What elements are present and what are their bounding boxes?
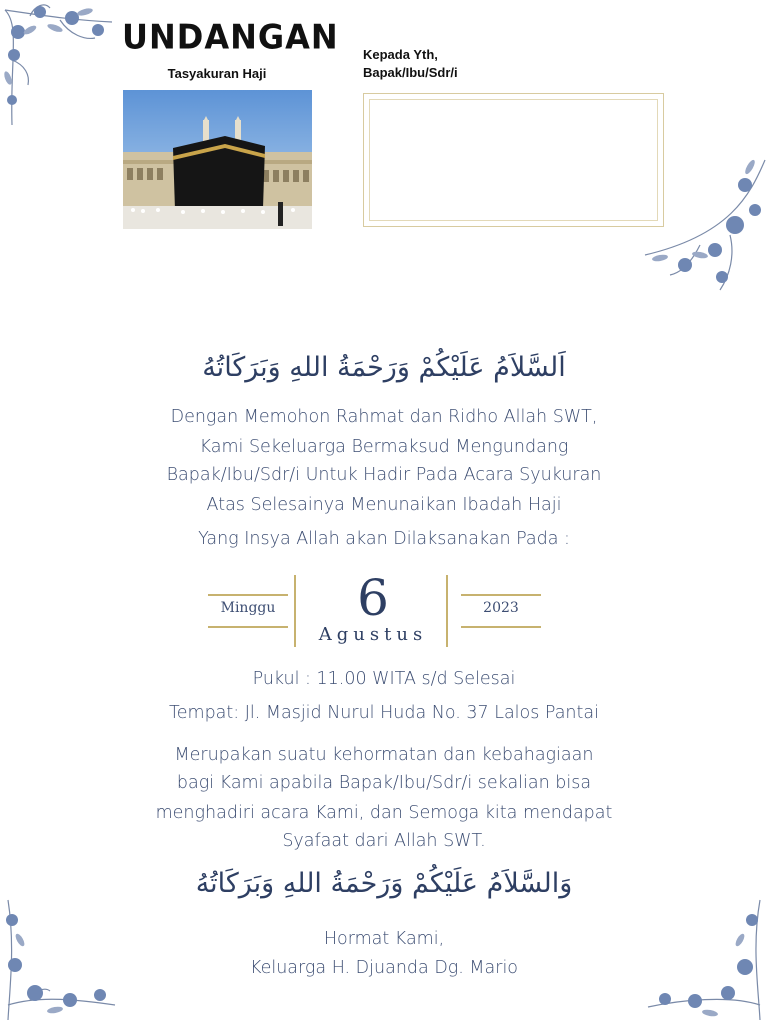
closing-line-4: Syafaat dari Allah SWT. bbox=[282, 831, 486, 851]
date-divider-right-top bbox=[461, 594, 541, 596]
date-divider-right-bottom bbox=[461, 626, 541, 628]
signature-family: Keluarga H. Djuanda Dg. Mario bbox=[249, 958, 519, 978]
intro-line-3: Bapak/Ibu/Sdr/i Untuk Hadir Pada Acara Syukuran bbox=[166, 465, 602, 485]
date-divider-left bbox=[294, 575, 296, 647]
invitation-title: UNDANGAN bbox=[122, 17, 339, 57]
floral-decoration-top-left bbox=[0, 0, 120, 135]
date-number: 6 bbox=[357, 569, 389, 627]
day-name: Minggu bbox=[220, 600, 276, 616]
farewell-arabic: وَالسَّلاَمُ عَلَيْكُمْ وَرَحْمَةُ اللهِ وَبَرَكَاتُهُ bbox=[195, 868, 573, 899]
kaaba-image bbox=[123, 90, 312, 229]
greeting-arabic: اَلسَّلاَمُ عَلَيْكُمْ وَرَحْمَةُ اللهِ وَبَرَكَاتُهُ bbox=[202, 352, 566, 383]
event-place: Tempat: Jl. Masjid Nurul Huda No. 37 Lalos Pantai bbox=[169, 703, 599, 723]
date-divider-left-top bbox=[208, 594, 288, 596]
intro-line-1: Dengan Memohon Rahmat dan Ridho Allah SWT, bbox=[170, 407, 598, 427]
signature-greeting: Hormat Kami, bbox=[323, 929, 445, 949]
date-divider-left-bottom bbox=[208, 626, 288, 628]
intro-line-2: Kami Sekeluarga Bermaksud Mengundang bbox=[199, 437, 569, 457]
closing-line-2: bagi Kami apabila Bapak/Ibu/Sdr/i sekalian bisa bbox=[176, 773, 592, 793]
date-month: Agustus bbox=[318, 624, 428, 645]
date-year: 2023 bbox=[483, 600, 519, 616]
closing-line-3: menghadiri acara Kami, dan Semoga kita mendapat bbox=[155, 803, 613, 823]
intro-line-4: Atas Selesainya Menunaikan Ibadah Haji bbox=[206, 495, 562, 515]
recipient-line-1: Kepada Yth, bbox=[363, 47, 438, 62]
event-time: Pukul : 11.00 WITA s/d Selesai bbox=[252, 669, 516, 689]
invitation-subtitle: Tasyakuran Haji bbox=[167, 66, 267, 81]
recipient-name-box bbox=[363, 93, 664, 227]
recipient-label bbox=[363, 46, 458, 82]
recipient-line-2: Bapak/Ibu/Sdr/i bbox=[363, 65, 458, 80]
closing-line-1: Merupakan suatu kehormatan dan kebahagiaan bbox=[174, 745, 594, 765]
date-divider-right bbox=[446, 575, 448, 647]
intro-line-5: Yang Insya Allah akan Dilaksanakan Pada : bbox=[198, 529, 570, 549]
